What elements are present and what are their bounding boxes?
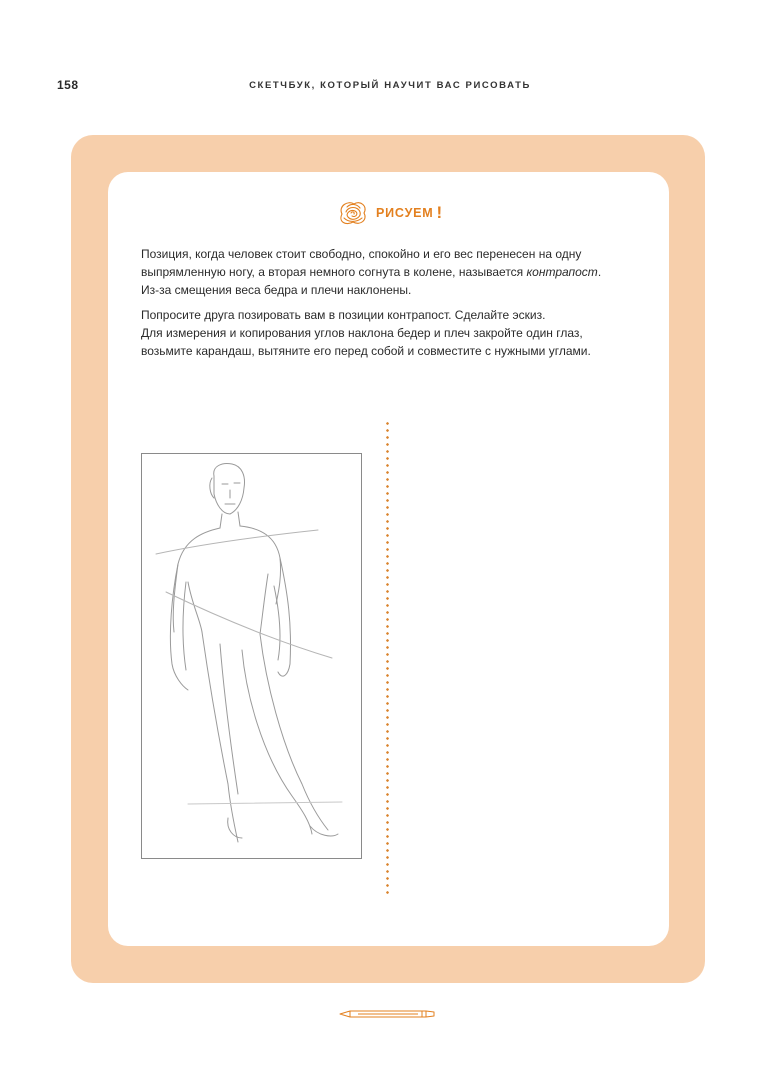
section-exclamation: !: [436, 203, 443, 222]
page-number: 158: [57, 78, 79, 92]
paragraph-definition: [141, 245, 651, 299]
paragraph-instructions: [141, 306, 651, 360]
figure-sketch-illustration: [142, 454, 363, 860]
contrapposto-sketch: [141, 453, 362, 859]
scribble-icon: [336, 198, 370, 228]
paragraph2-line3: возьмите карандаш, вытяните его перед собой и совместите с нужными углами.: [141, 344, 591, 358]
paragraph1-line3: Из-за смещения веса бедра и плечи наклонены.: [141, 283, 412, 297]
pencil-icon: [338, 1008, 438, 1020]
term-contrapposto: контрапост: [526, 265, 598, 279]
dotted-divider: [386, 420, 389, 894]
paragraph2-line2: Для измерения и копирования углов наклона бедер и плеч закройте один глаз,: [141, 326, 583, 340]
section-title: РИСУЕМ: [376, 206, 434, 220]
section-heading: [336, 198, 442, 228]
paragraph1-line2: выпрямленную ногу, а вторая немного согнута в колене, называется контрапост.: [141, 265, 602, 279]
paragraph2-line1: Попросите друга позировать вам в позиции контрапост. Сделайте эскиз.: [141, 308, 546, 322]
paragraph1-line1: Позиция, когда человек стоит свободно, спокойно и его вес перенесен на одну: [141, 247, 582, 261]
running-title: СКЕТЧБУК, КОТОРЫЙ НАУЧИТ ВАС РИСОВАТЬ: [249, 80, 531, 91]
